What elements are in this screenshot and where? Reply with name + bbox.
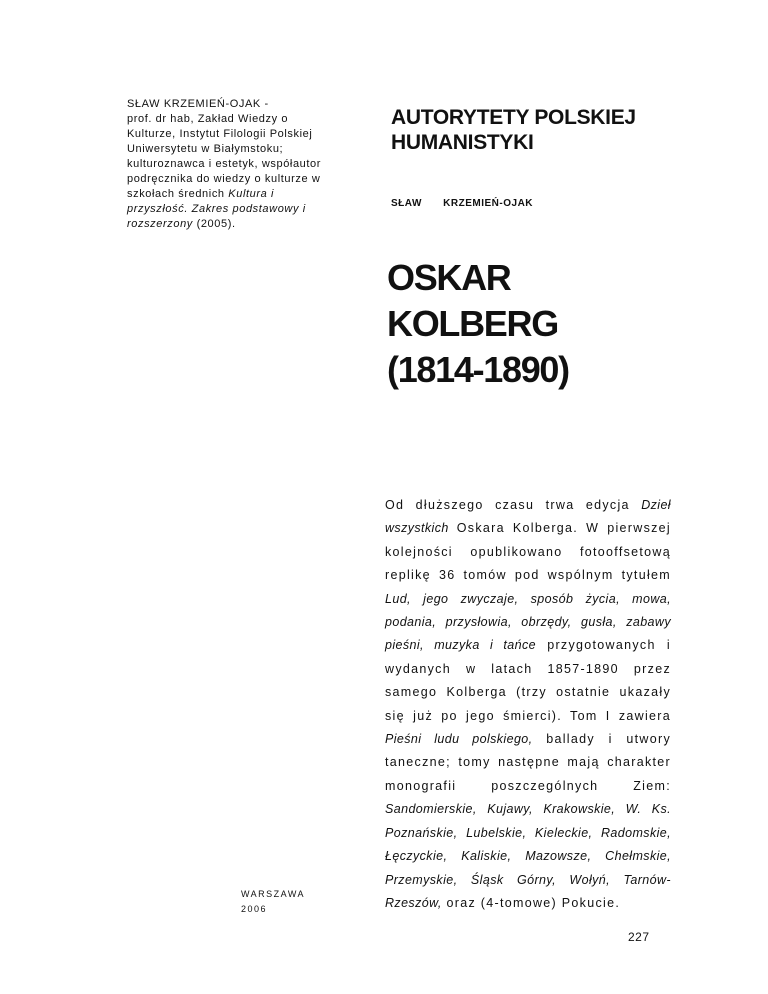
publication-place bbox=[241, 887, 305, 917]
series-line-2: HUMANISTYKI bbox=[391, 131, 534, 154]
body-text-3: przygotowanych i wydanych w latach 1857-1890 przez samego Kolberga (trzy ostatnie ukazały się już po jego śmierci). Tom I zawiera bbox=[385, 638, 671, 723]
title-line-2: KOLBERG bbox=[387, 303, 558, 344]
bio-text: prof. dr hab, Zakład Wiedzy o Kulturze, Instytut Filologii Polskiej Uniwersytetu w Białymstoku; kulturoznawca i estetyk, współautor podręcznika do wiedzy o kulturze w szkołach średnich bbox=[127, 113, 322, 200]
series-line-1: AUTORYTETY POLSKIEJ bbox=[391, 106, 636, 129]
body-text-1: Od dłuższego czasu trwa edycja bbox=[385, 498, 630, 512]
author-byline bbox=[391, 198, 533, 209]
bio-year: (2005). bbox=[196, 218, 236, 230]
title-line-1: OSKAR bbox=[387, 257, 511, 298]
author-last-name: KRZEMIEŃ-OJAK bbox=[443, 198, 534, 209]
article-title bbox=[387, 255, 569, 393]
body-text-4: ballady i utwory taneczne; tomy następne mają charakter monografii poszczególnych Ziem: bbox=[385, 732, 671, 793]
bio-book-title: Kultura i przyszłość. Zakres podstawowy i rozszerzony bbox=[127, 188, 306, 230]
title-line-3: (1814-1890) bbox=[387, 349, 569, 390]
author-bio bbox=[127, 97, 327, 232]
body-italic-2: Lud, jego zwyczaje, sposób życia, mowa, podania, przysłowia, obrzędy, gusła, zabawy pieśni, muzyka i tańce bbox=[385, 591, 671, 653]
body-text-2: Oskara Kolberga. W pierwszej kolejności opublikowano fotooffsetową replikę 36 tomów pod wspólnym tytułem bbox=[385, 521, 671, 583]
page-number: 227 bbox=[628, 930, 650, 944]
body-text-5: oraz (4-tomowe) Pokucie. bbox=[446, 895, 621, 910]
author-first-name: SŁAW bbox=[391, 198, 422, 209]
place-year: 2006 bbox=[241, 904, 268, 914]
body-italic-3: Pieśni ludu polskiego, bbox=[385, 732, 533, 747]
body-italic-4: Sandomierskie, Kujawy, Krakowskie, W. Ks. Poznańskie, Lubelskie, Kieleckie, Radomskie, Łęczyckie, Kaliskie, Mazowsze, Chełmskie, Przemyskie, Śląsk Górny, Wołyń, Tarnów-Rzeszów, bbox=[385, 802, 671, 910]
body-italic-1: Dzieł wszystkich bbox=[385, 498, 671, 536]
article-body bbox=[385, 494, 671, 915]
series-title bbox=[391, 105, 711, 155]
bio-name: SŁAW KRZEMIEŃ-OJAK - bbox=[127, 98, 269, 110]
place-city: WARSZAWA bbox=[241, 889, 305, 899]
